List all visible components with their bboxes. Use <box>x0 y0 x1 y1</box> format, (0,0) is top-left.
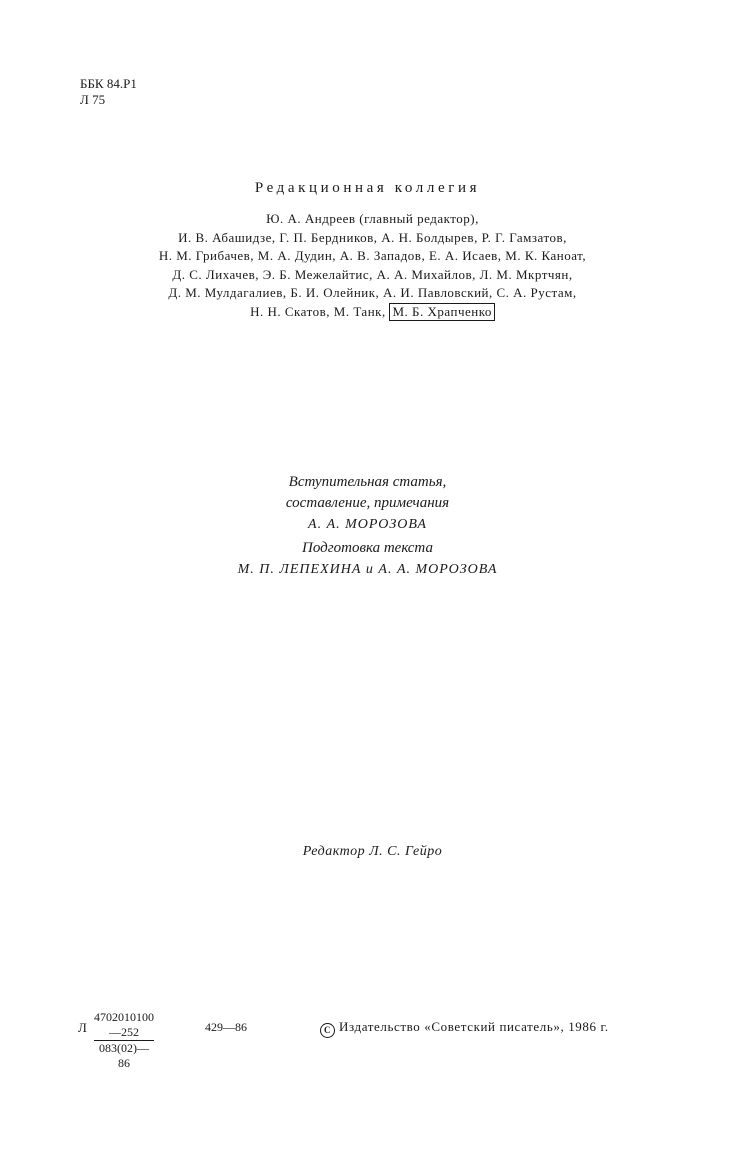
intro-line-1: Вступительная статья, <box>288 474 447 490</box>
code-numerator: 4702010100—252 <box>94 1010 154 1039</box>
copyright-line <box>320 1019 609 1038</box>
board-line: Д. М. Мулдагалиев, Б. И. Олейник, А. И. Павловский, С. А. Рустам, <box>168 285 577 300</box>
classification-block <box>80 76 137 108</box>
author-mark: Л 75 <box>80 92 106 107</box>
intro-author: А. А. МОРОЗОВА <box>308 517 427 532</box>
text-prep-authors: М. П. ЛЕПЕХИНА и А. А. МОРОЗОВА <box>237 562 498 577</box>
text-prep-label: Подготовка текста <box>302 540 433 556</box>
credits-block <box>0 472 735 580</box>
editorial-board-title: Редакционная коллегия <box>254 180 481 196</box>
board-line-prefix: Н. Н. Скатов, М. Танк, <box>250 303 386 319</box>
code-suffix: 429—86 <box>205 1020 247 1034</box>
code-letter: Л <box>78 1020 87 1035</box>
board-line: И. В. Абашидзе, Г. П. Бердников, А. Н. Болдырев, Р. Г. Гамзатов, <box>178 229 567 245</box>
bbk-code: ББК 84.Р1 <box>80 76 137 91</box>
code-fraction <box>94 1010 154 1071</box>
editorial-board-list <box>60 210 685 321</box>
code-denominator: 083(02)—86 <box>94 1040 154 1071</box>
board-line: Н. М. Грибачев, М. А. Дудин, А. В. Западов, Е. А. Исаев, М. К. Каноат, <box>158 248 587 263</box>
intro-line-2: составление, примечания <box>285 495 450 511</box>
board-line: Д. С. Лихачев, Э. Б. Межелайтис, А. А. Михайлов, Л. М. Мкртчян, <box>172 266 573 282</box>
memorial-boxed-name: М. Б. Храпченко <box>389 303 494 321</box>
copyright-icon: C <box>320 1023 335 1038</box>
editor-credit: Редактор Л. С. Гейро <box>302 844 443 859</box>
board-line-last <box>60 303 685 322</box>
board-line: Ю. А. Андреев (главный редактор), <box>266 211 479 226</box>
copyright-text: Издательство «Советский писатель», 1986 г. <box>339 1019 609 1034</box>
